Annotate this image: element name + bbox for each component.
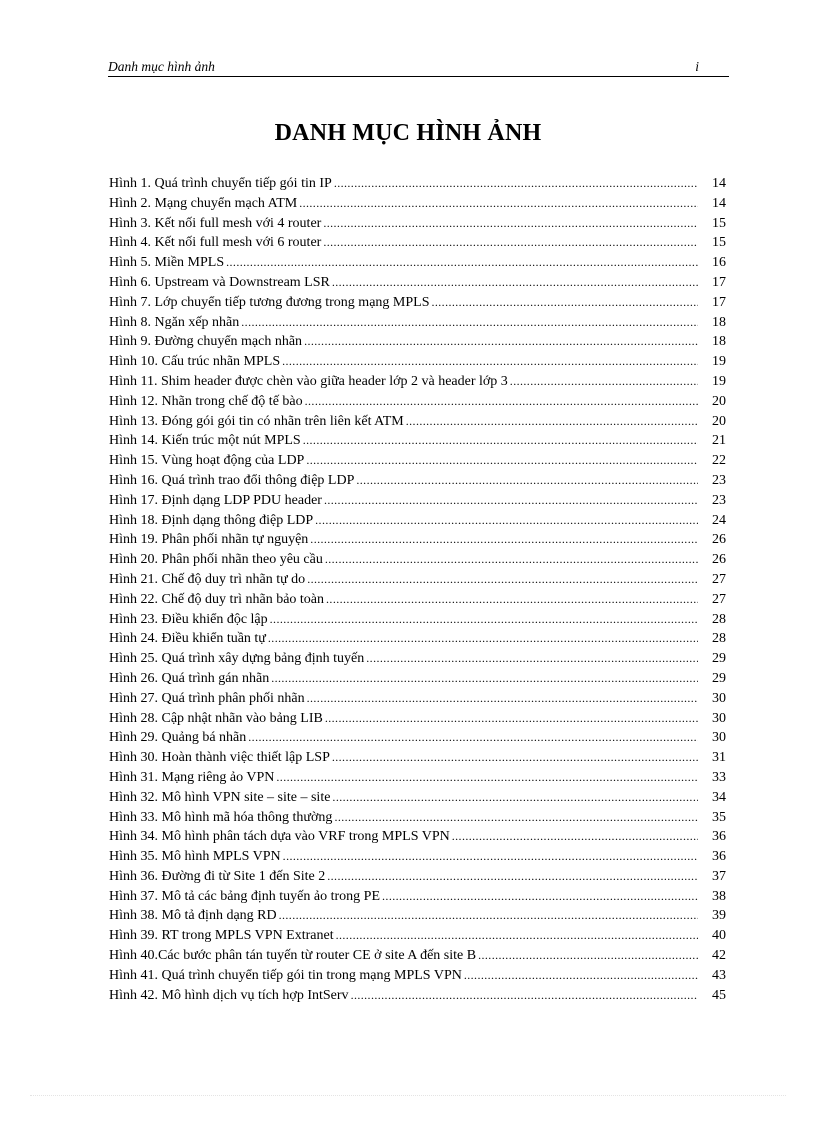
- dot-leader: [366, 649, 698, 669]
- toc-entry-label: Hình 34. Mô hình phân tách dựa vào VRF trong MPLS VPN: [109, 829, 450, 845]
- toc-entry-page: 35: [712, 809, 726, 825]
- toc-entry[interactable]: [109, 431, 726, 451]
- toc-entry-page: 20: [712, 413, 726, 429]
- dot-leader: [431, 293, 698, 313]
- toc-entry-page: 30: [712, 690, 726, 706]
- toc-entry-page: 17: [712, 274, 726, 290]
- toc-entry-page: 19: [712, 373, 726, 389]
- toc-entry-page: 42: [712, 948, 726, 964]
- toc-entry[interactable]: [109, 451, 726, 471]
- toc-entry-label: Hình 35. Mô hình MPLS VPN: [109, 849, 281, 865]
- dot-leader: [241, 313, 698, 333]
- toc-entry-page: 30: [712, 730, 726, 746]
- toc-entry[interactable]: [109, 313, 726, 333]
- toc-entry-label: Hình 19. Phân phối nhãn tự nguyện: [109, 532, 309, 548]
- toc-entry-page: 40: [712, 928, 726, 944]
- dot-leader: [334, 808, 698, 828]
- toc-entry-page: 31: [712, 750, 726, 766]
- dot-leader: [406, 412, 698, 432]
- dot-leader: [305, 392, 698, 412]
- page-bottom-divider: [30, 1095, 786, 1096]
- dot-leader: [323, 233, 698, 253]
- toc-entry-label: Hình 31. Mạng riêng ảo VPN: [109, 769, 275, 785]
- toc-entry-page: 16: [712, 255, 726, 271]
- dot-leader: [315, 511, 698, 531]
- toc-entry[interactable]: [109, 808, 726, 828]
- dot-leader: [282, 352, 698, 372]
- toc-entry-page: 24: [712, 512, 726, 528]
- dot-leader: [323, 214, 698, 234]
- toc-entry-label: Hình 23. Điều khiển độc lập: [109, 611, 268, 627]
- toc-entry-label: Hình 37. Mô tả các bảng định tuyến ảo trong PE: [109, 888, 381, 904]
- toc-entry-label: Hình 11. Shim header được chèn vào giữa header lớp 2 và header lớp 3: [109, 373, 508, 389]
- toc-entry-page: 15: [712, 235, 726, 251]
- dot-leader: [248, 728, 698, 748]
- dot-leader: [226, 253, 698, 273]
- toc-entry[interactable]: [109, 253, 726, 273]
- toc-entry-page: 26: [712, 532, 726, 548]
- toc-entry-page: 17: [712, 294, 726, 310]
- toc-entry[interactable]: [109, 471, 726, 491]
- dot-leader: [325, 550, 698, 570]
- page-title: DANH MỤC HÌNH ẢNH: [274, 120, 542, 146]
- toc-entry-label: Hình 22. Chế độ duy trì nhãn bảo toàn: [109, 591, 325, 607]
- toc-entry-label: Hình 6. Upstream và Downstream LSR: [109, 274, 330, 290]
- toc-entry[interactable]: [109, 926, 726, 946]
- toc-entry-page: 43: [712, 967, 726, 983]
- toc-entry-label: Hình 4. Kết nối full mesh với 6 router: [109, 235, 322, 251]
- dot-leader: [336, 926, 698, 946]
- toc-entry[interactable]: [109, 233, 726, 253]
- toc-entry-page: 28: [712, 631, 726, 647]
- toc-entry-page: 34: [712, 789, 726, 805]
- dot-leader: [356, 471, 698, 491]
- toc-entry[interactable]: [109, 392, 726, 412]
- dot-leader: [334, 174, 698, 194]
- toc-entry-label: Hình 16. Quá trình trao đổi thông điệp LDP: [109, 472, 355, 488]
- toc-entry-label: Hình 41. Quá trình chuyển tiếp gói tin trong mạng MPLS VPN: [109, 967, 462, 983]
- toc-entry[interactable]: [109, 273, 726, 293]
- dot-leader: [464, 966, 698, 986]
- toc-entry[interactable]: [109, 827, 726, 847]
- toc-entry-page: 38: [712, 888, 726, 904]
- toc-entry-page: 33: [712, 769, 726, 785]
- toc-entry[interactable]: [109, 570, 726, 590]
- toc-entry[interactable]: [109, 629, 726, 649]
- dot-leader: [299, 194, 698, 214]
- toc-entry-label: Hình 21. Chế độ duy trì nhãn tự do: [109, 571, 306, 587]
- toc-entry-label: Hình 39. RT trong MPLS VPN Extranet: [109, 928, 334, 944]
- toc-entry-page: 26: [712, 552, 726, 568]
- dot-leader: [304, 332, 698, 352]
- toc-entry-page: 19: [712, 354, 726, 370]
- dot-leader: [382, 887, 698, 907]
- toc-entry-page: 14: [712, 176, 726, 191]
- toc-entry-label: Hình 7. Lớp chuyển tiếp tương đương trong mạng MPLS: [109, 294, 430, 310]
- toc-entry-label: Hình 25. Quá trình xây dựng bảng định tuyến: [109, 651, 365, 667]
- figure-list: [109, 174, 726, 1005]
- toc-entry[interactable]: [109, 867, 726, 887]
- toc-entry-page: 14: [712, 195, 726, 211]
- toc-entry-page: 36: [712, 849, 726, 865]
- toc-entry[interactable]: [109, 887, 726, 907]
- toc-entry-page: 15: [712, 215, 726, 231]
- toc-entry[interactable]: [109, 491, 726, 511]
- toc-entry-label: Hình 10. Cấu trúc nhãn MPLS: [109, 354, 281, 370]
- toc-entry-label: Hình 27. Quá trình phân phối nhãn: [109, 690, 305, 706]
- dot-leader: [279, 906, 698, 926]
- toc-entry-label: Hình 18. Định dạng thông điệp LDP: [109, 512, 314, 528]
- toc-entry[interactable]: [109, 748, 726, 768]
- toc-entry-label: Hình 29. Quảng bá nhãn: [109, 730, 247, 746]
- toc-entry-label: Hình 40.Các bước phân tán tuyến từ router CE ở site A đến site B: [109, 948, 477, 964]
- toc-entry[interactable]: [109, 590, 726, 610]
- toc-entry-page: 29: [712, 670, 726, 686]
- toc-entry[interactable]: [109, 530, 726, 550]
- toc-entry-label: Hình 2. Mạng chuyển mạch ATM: [109, 195, 298, 211]
- toc-entry[interactable]: [109, 709, 726, 729]
- toc-entry-label: Hình 3. Kết nối full mesh với 4 router: [109, 215, 322, 231]
- toc-entry-label: Hình 15. Vùng hoạt động của LDP: [109, 453, 305, 469]
- dot-leader: [283, 847, 698, 867]
- toc-entry-page: 29: [712, 651, 726, 667]
- toc-entry[interactable]: [109, 352, 726, 372]
- dot-leader: [324, 491, 698, 511]
- toc-entry-label: Hình 12. Nhãn trong chế độ tế bào: [109, 393, 303, 409]
- dot-leader: [268, 629, 698, 649]
- dot-leader: [325, 709, 698, 729]
- toc-entry-label: Hình 20. Phân phối nhãn theo yêu cầu: [109, 552, 323, 568]
- toc-entry[interactable]: [109, 372, 726, 392]
- toc-entry-label: Hình 5. Miền MPLS: [109, 255, 225, 271]
- toc-entry-label: Hình 8. Ngăn xếp nhãn: [109, 314, 240, 330]
- toc-entry-label: Hình 26. Quá trình gán nhãn: [109, 670, 270, 686]
- toc-entry-label: Hình 14. Kiến trúc một nút MPLS: [109, 433, 301, 449]
- toc-entry-page: 18: [712, 314, 726, 330]
- toc-entry-label: Hình 1. Quá trình chuyển tiếp gói tin IP: [109, 176, 332, 191]
- toc-entry[interactable]: [109, 768, 726, 788]
- toc-entry-page: 30: [712, 710, 726, 726]
- toc-entry[interactable]: [109, 966, 726, 986]
- toc-entry-page: 23: [712, 472, 726, 488]
- toc-entry[interactable]: [109, 906, 726, 926]
- dot-leader: [306, 451, 698, 471]
- dot-leader: [303, 431, 698, 451]
- toc-entry-page: 27: [712, 591, 726, 607]
- toc-entry-label: Hình 13. Đóng gói gói tin có nhãn trên liên kết ATM: [109, 413, 404, 429]
- dot-leader: [307, 689, 698, 709]
- toc-entry[interactable]: [109, 728, 726, 748]
- toc-entry-label: Hình 9. Đường chuyển mạch nhãn: [109, 334, 303, 350]
- toc-entry-label: Hình 42. Mô hình dịch vụ tích hợp IntServ: [109, 987, 349, 1003]
- toc-entry-label: Hình 38. Mô tả định dạng RD: [109, 908, 277, 924]
- dot-leader: [307, 570, 698, 590]
- toc-entry-page: 28: [712, 611, 726, 627]
- toc-entry-page: 18: [712, 334, 726, 350]
- toc-entry-label: Hình 17. Định dạng LDP PDU header: [109, 492, 322, 508]
- toc-entry-label: Hình 32. Mô hình VPN site – site – site: [109, 789, 331, 805]
- toc-entry-page: 21: [712, 433, 726, 449]
- header-page-number: i: [695, 59, 699, 74]
- toc-entry-page: 37: [712, 868, 726, 884]
- toc-entry[interactable]: [109, 511, 726, 531]
- toc-entry[interactable]: [109, 610, 726, 630]
- dot-leader: [452, 827, 698, 847]
- toc-entry-page: 27: [712, 571, 726, 587]
- toc-entry[interactable]: [109, 946, 726, 966]
- dot-leader: [351, 986, 698, 1006]
- running-header: [108, 58, 729, 77]
- dot-leader: [271, 669, 698, 689]
- dot-leader: [327, 867, 698, 887]
- toc-entry[interactable]: [109, 174, 726, 194]
- toc-entry[interactable]: [109, 194, 726, 214]
- toc-entry[interactable]: [109, 293, 726, 313]
- dot-leader: [478, 946, 698, 966]
- toc-entry-label: Hình 30. Hoàn thành việc thiết lập LSP: [109, 750, 330, 766]
- toc-entry-page: 23: [712, 492, 726, 508]
- toc-entry-label: Hình 36. Đường đi từ Site 1 đến Site 2: [109, 868, 326, 884]
- toc-entry[interactable]: [109, 332, 726, 352]
- dot-leader: [310, 530, 698, 550]
- toc-entry-label: Hình 28. Cập nhật nhãn vào bảng LIB: [109, 710, 323, 726]
- dot-leader: [270, 610, 698, 630]
- toc-entry[interactable]: [109, 986, 726, 1006]
- dot-leader: [332, 788, 698, 808]
- toc-entry[interactable]: [109, 669, 726, 689]
- toc-entry[interactable]: [109, 788, 726, 808]
- toc-entry[interactable]: [109, 649, 726, 669]
- toc-entry[interactable]: [109, 214, 726, 234]
- toc-entry-label: Hình 33. Mô hình mã hóa thông thường: [109, 809, 333, 825]
- toc-entry-page: 45: [712, 987, 726, 1003]
- dot-leader: [326, 590, 698, 610]
- dot-leader: [332, 273, 698, 293]
- toc-entry-label: Hình 24. Điều khiển tuần tự: [109, 631, 266, 647]
- toc-entry-page: 39: [712, 908, 726, 924]
- dot-leader: [276, 768, 698, 788]
- toc-entry[interactable]: [109, 847, 726, 867]
- toc-entry-page: 22: [712, 453, 726, 469]
- dot-leader: [332, 748, 698, 768]
- toc-entry-page: 20: [712, 393, 726, 409]
- toc-entry[interactable]: [109, 550, 726, 570]
- dot-leader: [510, 372, 698, 392]
- header-section-title: Danh mục hình ảnh: [108, 59, 215, 74]
- toc-entry[interactable]: [109, 412, 726, 432]
- toc-entry-page: 36: [712, 829, 726, 845]
- toc-entry[interactable]: [109, 689, 726, 709]
